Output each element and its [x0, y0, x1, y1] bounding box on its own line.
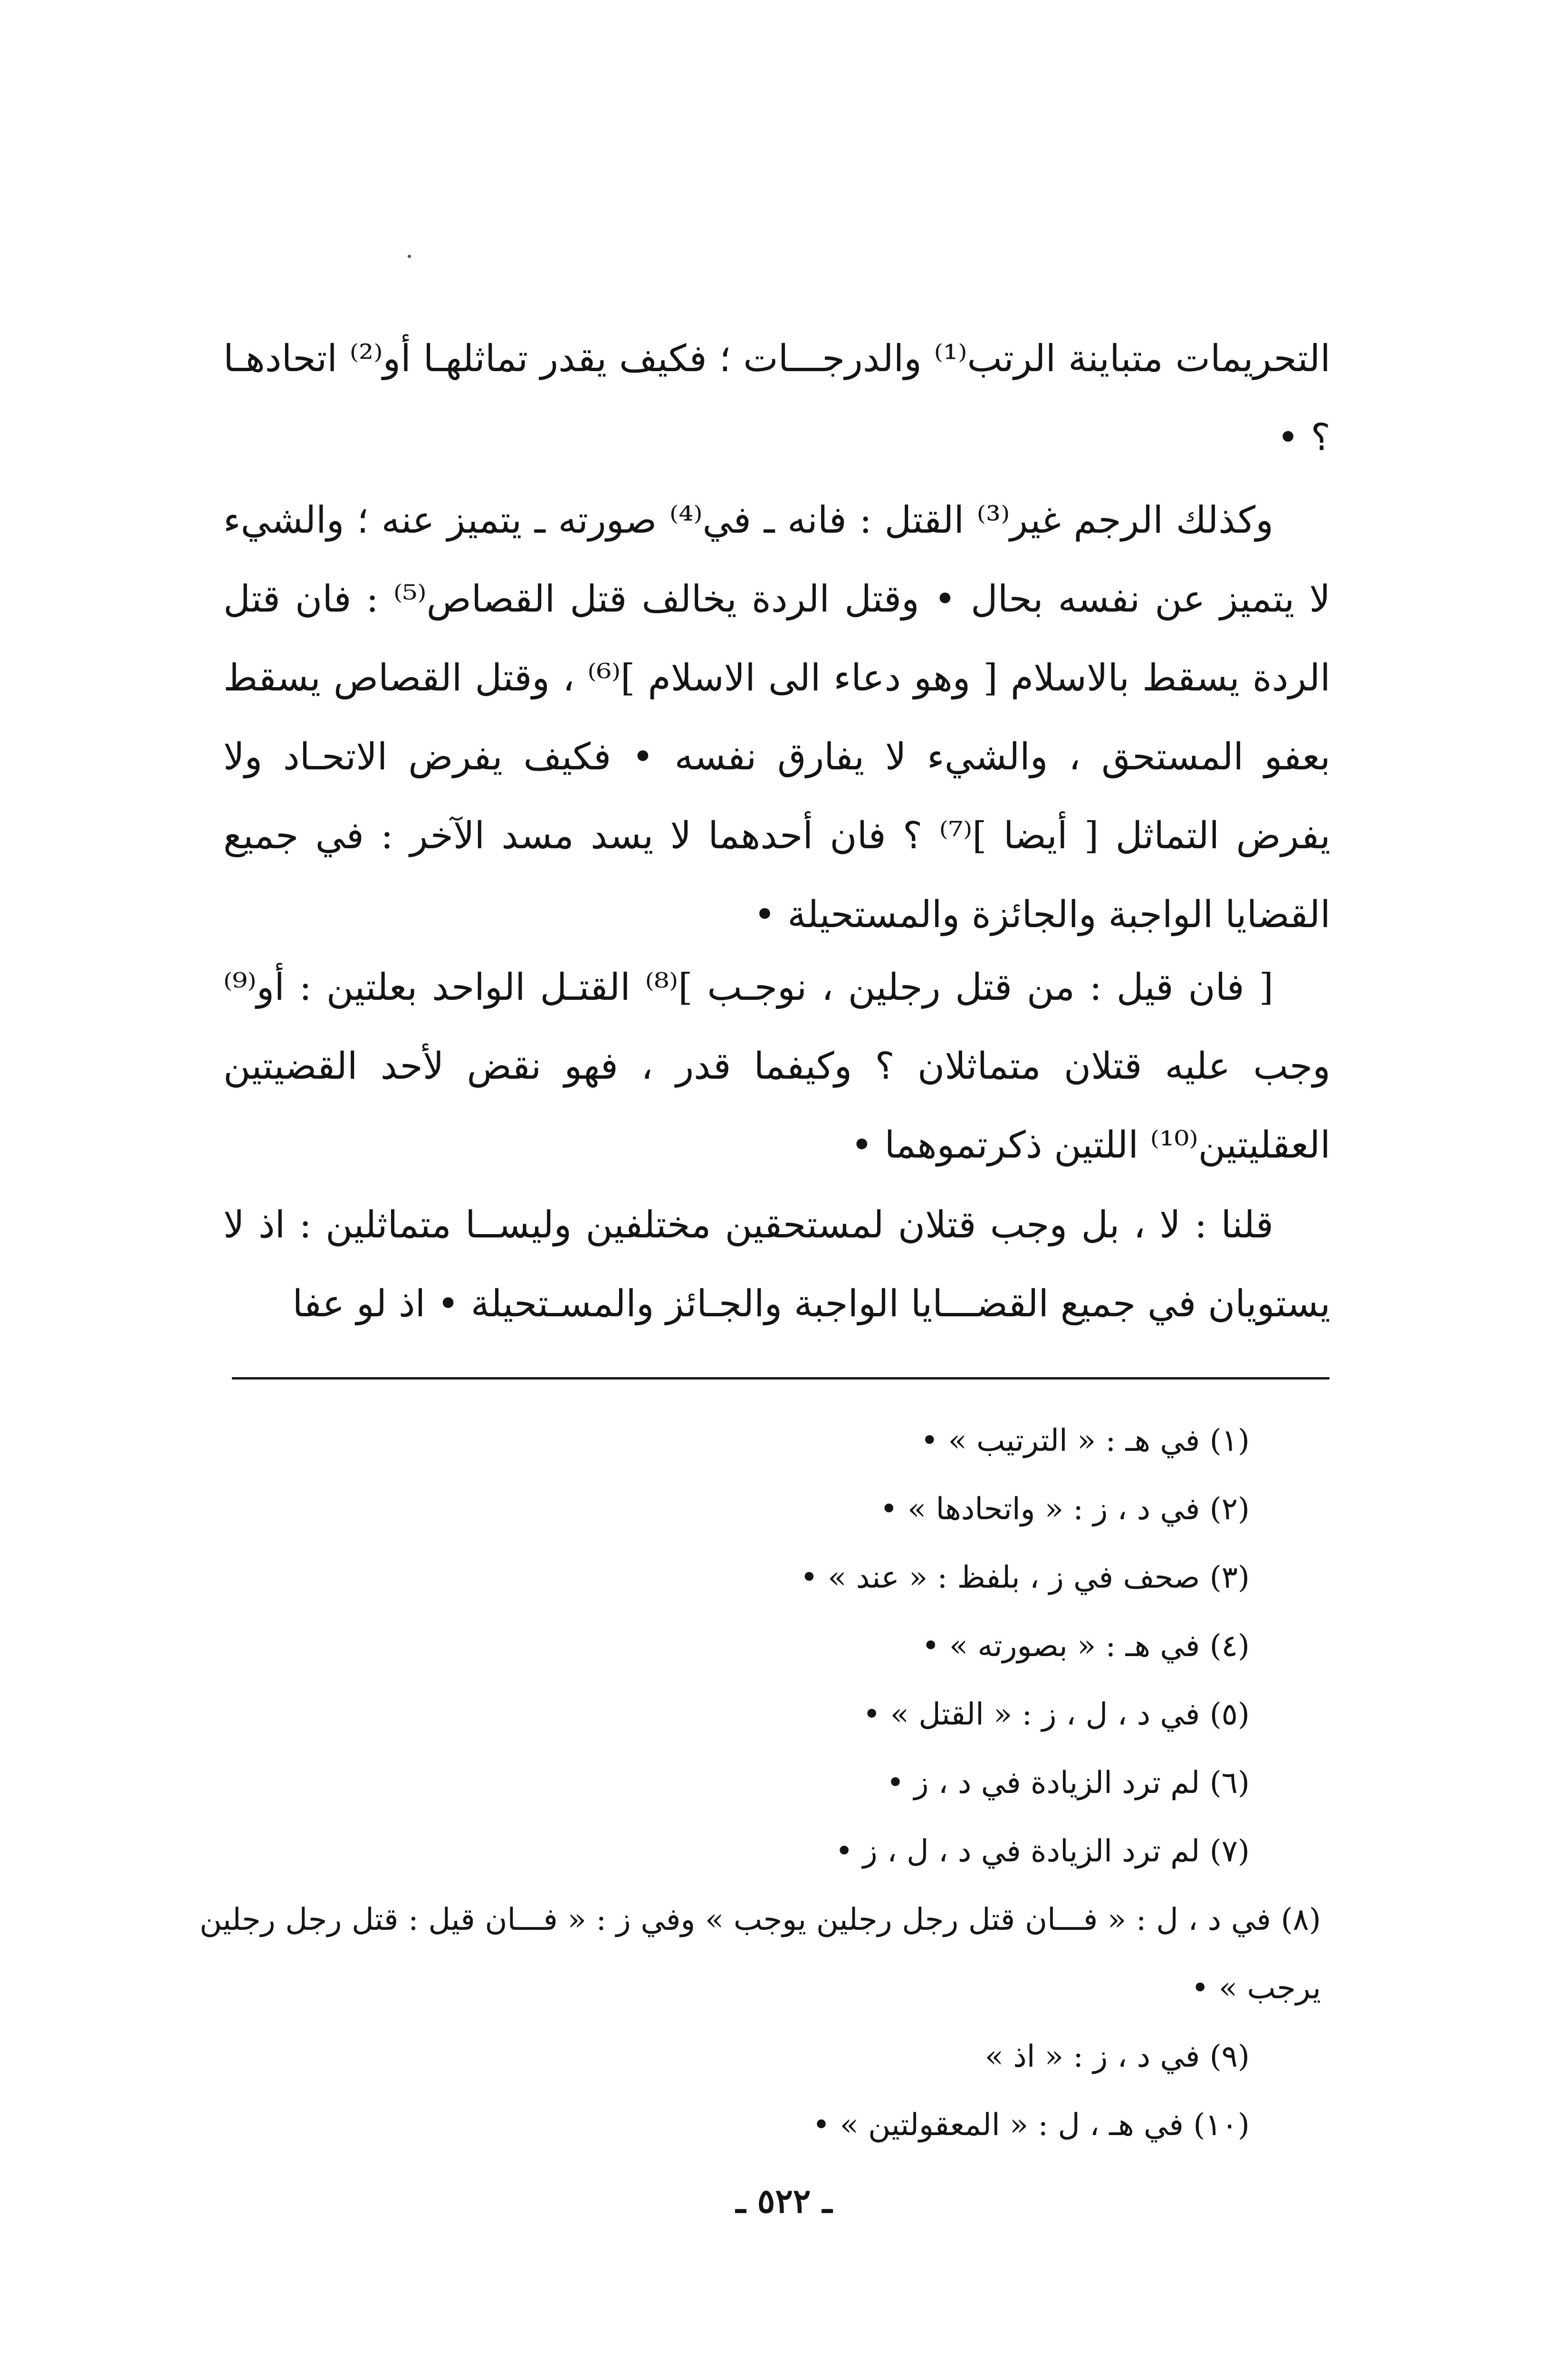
- footnote-1: (١) في هـ : « الترتيب » •: [920, 1423, 1250, 1458]
- footnote-5: (٥) في د ، ل ، ز : « القتل » •: [862, 1697, 1250, 1732]
- paragraph-1: التحريمات متباينة الرتب⁽¹⁾ والدرجـــات ؛ فكيف يقدر تماثلهـا أو⁽²⁾ اتحادهـا ؟ •: [223, 337, 1331, 459]
- footnote-3: (٣) صحف في ز ، بلفظ : « عند » •: [800, 1560, 1250, 1595]
- stray-mark: [408, 255, 411, 258]
- footnote-10: (١٠) في هـ ، ل : « المعقولتين » •: [812, 2108, 1250, 2143]
- footnote-9: (٩) في د ، ز : « اذ »: [985, 2039, 1250, 2074]
- footnote-6: (٦) لم ترد الزيادة في د ، ز •: [886, 1765, 1250, 1801]
- footnote-7: (٧) لم ترد الزيادة في د ، ل ، ز •: [835, 1834, 1250, 1869]
- paragraph-3: [ فان قيل : من قتل رجلين ، نوجـب ]⁽⁸⁾ القتـل الواحد بعلتين : أو⁽⁹⁾ وجب عليه قتلان متماثلان ؟ وكيفما قدر ، فهو نقض لأحد القضيتين العقليتين⁽¹⁰⁾ اللتين ذكرتموهما •: [223, 966, 1330, 1167]
- paragraph-2: وكذلك الرجم غير⁽³⁾ القتل : فانه ـ في⁽⁴⁾ صورته ـ يتميز عنه ؛ والشيء لا يتميز عن نفسه بحال • وقتل الردة يخالف قتل القصاص⁽⁵⁾ : فان قتل الردة يسقط بالاسلام [ وهو دعاء الى الاسلام ]⁽⁶⁾ ، وقتل القصاص يسقط بعفو المستحق ، والشيء لا يفارق نفسه • فكيف يفرض الاتحـاد ولا يفرض التماثل [ أيضا ]⁽⁷⁾ ؟ فان أحدهما لا يسد مسد الآخر : في جميع القضايا الواجبة والجائزة والمستحيلة •: [223, 499, 1330, 936]
- paragraph-4: قلنا : لا ، بل وجب قتلان لمستحقين مختلفين وليســا متماثلين : اذ لا يستويان في جميع القضـــايا الواجبة والجـائز والمسـتحيلة • اذ لو عفا: [223, 1204, 1330, 1325]
- footnote-2: (٢) في د ، ز : « واتحادها » •: [880, 1492, 1250, 1527]
- footnote-4: (٤) في هـ : « بصورته » •: [921, 1629, 1250, 1664]
- footnotes: [200, 1407, 1321, 2159]
- footnote-8: (٨) في د ، ل : « فـــان قتل رجل رجلين يوجب » وفي ز : « فـــان قيل : قتل رجل رجلين يرجب » •: [200, 1902, 1321, 2006]
- footnote-divider: [232, 1377, 1329, 1380]
- page-number: ـ ٥٢٢ ـ: [736, 2181, 832, 2221]
